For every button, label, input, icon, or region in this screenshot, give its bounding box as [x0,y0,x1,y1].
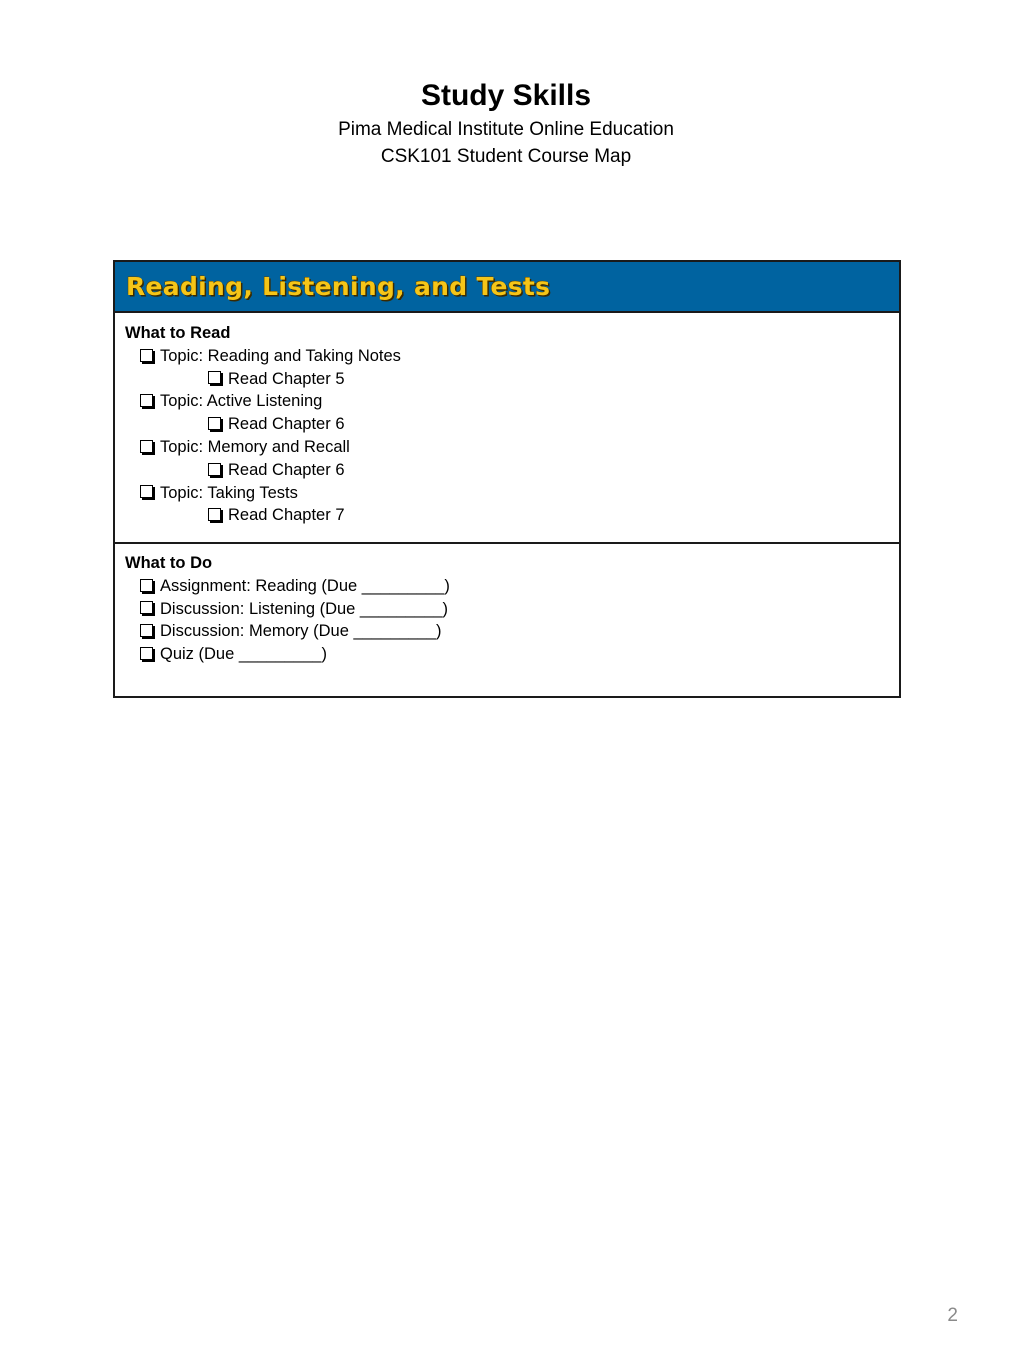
panel-header [115,262,899,313]
checklist-item-label: Read Chapter 6 [228,415,345,434]
checklist-item-label: Read Chapter 5 [228,369,345,388]
institution-subtitle: Pima Medical Institute Online Education [338,119,674,140]
checklist-item-discussion-memory [125,620,889,643]
checklist-item-assignment-reading [125,575,889,598]
checklist-item-label: Topic: Reading and Taking Notes [160,346,401,365]
checkbox-icon[interactable] [140,440,153,453]
panel-title: Reading, Listening, and Tests [126,272,551,301]
checklist-item-label: Read Chapter 6 [228,460,345,479]
course-map-panel [113,260,901,698]
checkbox-icon[interactable] [140,579,153,592]
checklist-item-quiz [125,643,889,666]
checklist-item-label: Assignment: Reading (Due _________) [160,576,450,595]
checklist-item-label: Quiz (Due _________) [160,645,327,664]
what-to-do-label: What to Do [125,554,213,572]
checkbox-icon[interactable] [140,394,153,407]
checkbox-icon[interactable] [140,349,153,362]
course-map-subtitle: CSK101 Student Course Map [380,146,632,167]
checklist-item-topic-taking-tests [125,482,889,505]
checklist-item-read-chapter-6-listening [125,413,889,436]
checklist-item-label: Topic: Taking Tests [160,483,298,502]
checklist-item-topic-active-listening [125,390,889,413]
what-to-read-section [115,313,899,544]
checkbox-icon[interactable] [208,463,221,476]
checkbox-icon[interactable] [208,371,221,384]
checkbox-icon[interactable] [140,624,153,637]
checkbox-icon[interactable] [208,417,221,430]
checklist-item-label: Read Chapter 7 [228,506,345,525]
checkbox-icon[interactable] [140,601,153,614]
checklist-item-read-chapter-6-memory [125,459,889,482]
checklist-item-label: Topic: Memory and Recall [160,437,350,456]
checklist-item-read-chapter-5 [125,368,889,391]
checklist-item-topic-memory-recall [125,436,889,459]
page-number: 2 [947,1305,958,1326]
checklist-item-topic-reading-notes [125,345,889,368]
document-header [0,76,1012,170]
what-to-do-section [115,544,899,696]
checklist-item-discussion-listening [125,598,889,621]
page-title: Study Skills [420,79,592,112]
checkbox-icon[interactable] [140,647,153,660]
checkbox-icon[interactable] [140,485,153,498]
what-to-read-label: What to Read [125,324,231,342]
checklist-item-read-chapter-7 [125,504,889,527]
checklist-item-label: Topic: Active Listening [160,392,323,411]
checklist-item-label: Discussion: Listening (Due _________) [160,599,449,618]
checklist-item-label: Discussion: Memory (Due _________) [160,622,442,641]
checkbox-icon[interactable] [208,508,221,521]
